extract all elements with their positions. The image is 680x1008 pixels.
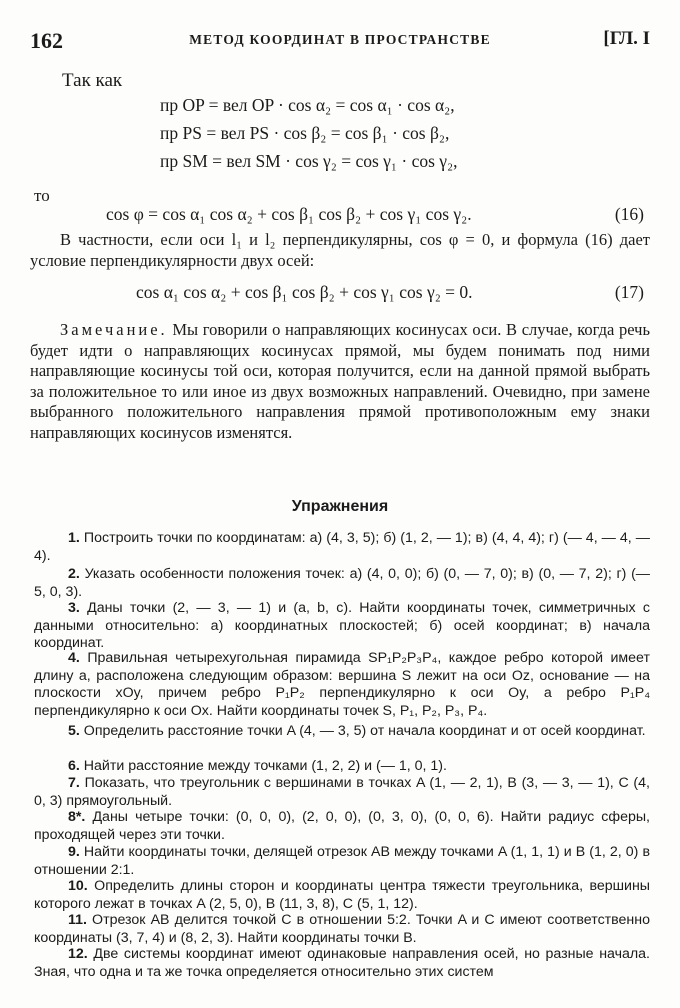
exercise-6: 6. Найти расстояние между точками (1, 2, 2) и (— 1, 0, 1). xyxy=(68,758,447,774)
projection-line-1: пр OP = вел OP · cos α₂ = cos α₁ · cos α₂, xyxy=(160,95,455,115)
equation-17-label: (17) xyxy=(614,282,644,302)
paragraph-particular: В частности, если оси l₁ и l₂ перпендикулярны, cos φ = 0, и формула (16) дает условие перпендикулярности двух осей: xyxy=(30,230,650,270)
exercise-10: 10. Определить длины сторон и координаты центра тяжести треугольника, вершины которого лежат в точках A (2, 5, 0), B (11, 3, 8), C (5, 1, 12). xyxy=(34,878,650,912)
exercise-8: 8*. Даны четыре точки: (0, 0, 0), (2, 0, 0), (0, 3, 0), (0, 0, 6). Найти радиус сферы, проходящей через эти точки. xyxy=(34,809,650,843)
then-text: то xyxy=(34,186,50,205)
remark-word: Замечание. xyxy=(60,320,168,339)
exercises-heading: Упражнения xyxy=(291,498,389,515)
exercise-9: 9. Найти координаты точки, делящей отрезок AB между точками A (1, 1, 1) и B (1, 2, 0) в отношении 2:1. xyxy=(34,844,650,878)
remark-paragraph xyxy=(30,320,650,443)
chapter-label: [ГЛ. I xyxy=(603,28,650,49)
projection-line-2: пр PS = вел PS · cos β₂ = cos β₁ · cos β₂, xyxy=(160,123,450,143)
running-title: МЕТОД КООРДИНАТ В ПРОСТРАНСТВЕ xyxy=(189,32,491,47)
equation-16: cos φ = cos α₁ cos α₂ + cos β₁ cos β₂ + cos γ₁ cos γ₂. xyxy=(106,204,472,224)
exercise-11: 11. Отрезок AB делится точкой C в отношении 5:2. Точки A и C имеют соответственно координаты (3, 7, 4) и (8, 2, 3). Найти координаты точки B. xyxy=(34,912,650,946)
equation-16-label: (16) xyxy=(614,204,644,224)
since-text: Так как xyxy=(62,70,123,91)
exercise-1: 1. Построить точки по координатам: а) (4, 3, 5); б) (1, 2, — 1); в) (4, 4, 4); г) (— 4, — 4, — 4). xyxy=(34,530,650,564)
exercise-2: 2. Указать особенности положения точек: а) (4, 0, 0); б) (0, — 7, 0); в) (0, — 7, 2); г) (— 5, 0, 3). xyxy=(34,566,650,600)
remark-text: Мы говорили о направляющих косинусах оси. В случае, когда речь будет идти о направляющих косинусах прямой, мы будем понимать под ними направляющие косинусы той оси, которая получится, если на данной прямой выбрать за положительное то или иное из двух возможных направлений. Очевидно, при замене выбранного положительного направления прямой противоположным ему знаки направляющих косинусов изменятся. xyxy=(30,320,650,442)
equation-17: cos α₁ cos α₂ + cos β₁ cos β₂ + cos γ₁ cos γ₂ = 0. xyxy=(136,282,473,302)
running-header xyxy=(30,28,650,54)
exercise-12: 12. Две системы координат имеют одинаковые направления осей, но разные начала. Зная, что одна и та же точка определяется относительно этих систем xyxy=(34,946,650,980)
exercise-4: 4. Правильная четырехугольная пирамида SP₁P₂P₃P₄, каждое ребро которой имеет длину a, расположена следующим образом: вершина S лежит на оси Oz, основание — на плоскости xOy, причем ребро P₁P₂ перпендикулярно к оси Oy, а ребро P₁P₄ перпендикулярно к оси Ox. Найти координаты точек S, P₁, P₂, P₃, P₄. xyxy=(34,650,650,719)
exercise-3: 3. Даны точки (2, — 3, — 1) и (a, b, c). Найти координаты точек, симметричных с данными относительно: а) координатных плоскостей; б) осей координат; в) начала координат. xyxy=(34,600,650,652)
exercise-7: 7. Показать, что треугольник с вершинами в точках A (1, — 2, 1), B (3, — 3, — 1), C (4, 0, 3) прямоугольный. xyxy=(34,775,650,809)
projection-line-3: пр SM = вел SM · cos γ₂ = cos γ₁ · cos γ₂, xyxy=(160,151,458,171)
page-number: 162 xyxy=(30,28,63,53)
exercise-5: 5. Определить расстояние точки A (4, — 3, 5) от начала координат и от осей координат. xyxy=(68,723,646,739)
